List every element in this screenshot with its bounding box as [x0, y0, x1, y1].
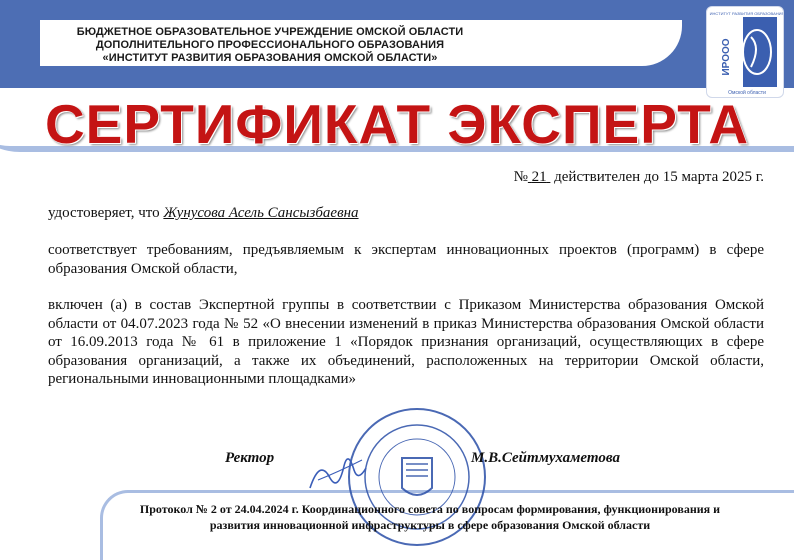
iroo-logo-icon — [707, 7, 783, 97]
signatory-position: Ректор — [225, 450, 275, 466]
certificate-title: СЕРТИФИКАТ ЭКСПЕРТА — [44, 93, 750, 155]
certificate-number: 21 — [531, 169, 547, 185]
logo-text-top: ИНСТИТУТ РАЗВИТИЯ ОБРАЗОВАНИЯ — [709, 11, 783, 16]
validity-line — [48, 168, 764, 187]
header-band — [0, 0, 794, 160]
organization-line-2: ДОПОЛНИТЕЛЬНОГО ПРОФЕССИОНАЛЬНОГО ОБРАЗОВАНИЯ — [95, 39, 445, 51]
protocol-line-2: развития инновационной инфраструктуры в сфере образования Омской области — [209, 518, 651, 532]
logo-abbr: ИРООО — [721, 38, 732, 76]
logo-text-bottom: Омской области — [728, 90, 766, 96]
validity-text: действителен до 15 марта 2025 г. — [554, 169, 764, 185]
organization-line-1: БЮДЖЕТНОЕ ОБРАЗОВАТЕЛЬНОЕ УЧРЕЖДЕНИЕ ОМСКОЙ ОБЛАСТИ — [76, 26, 464, 38]
protocol-footer — [90, 501, 770, 533]
certifies-label: удостоверяет, что — [48, 205, 160, 221]
expert-name: Жунусова Асель Сансызбаевна — [163, 205, 359, 221]
signatory-name: М.В.Сейтмухаметова — [471, 450, 620, 466]
organization-box — [40, 20, 682, 66]
certifies-line — [48, 204, 764, 223]
protocol-line-1: Протокол № 2 от 24.04.2024 г. Координационного совета по вопросам формирования, функционирования и — [139, 502, 721, 516]
rector-signature-icon — [300, 440, 380, 500]
inclusion-paragraph: включен (а) в состав Экспертной группы в соответствии с Приказом Министерства образования Омской области от 04.07.2023 года № 52 «О внесении изменений в приказ Министерства образования Омской области от 16.09.2013 года № 61 в приложение 1 «Порядок признания организаций, осуществляющих в сфере образования организаций, а также их объединений, расположенных на территории Омской области, региональными инновационными площадками» — [48, 297, 764, 387]
organization-line-3: «ИНСТИТУТ РАЗВИТИЯ ОБРАЗОВАНИЯ ОМСКОЙ ОБЛАСТИ» — [102, 52, 438, 64]
requirements-paragraph: соответствует требованиям, предъявляемым к экспертам инновационных проектов (программ) в сфере образования Омской области, — [48, 242, 764, 277]
number-prefix: № — [513, 169, 528, 185]
institute-logo — [706, 6, 784, 98]
